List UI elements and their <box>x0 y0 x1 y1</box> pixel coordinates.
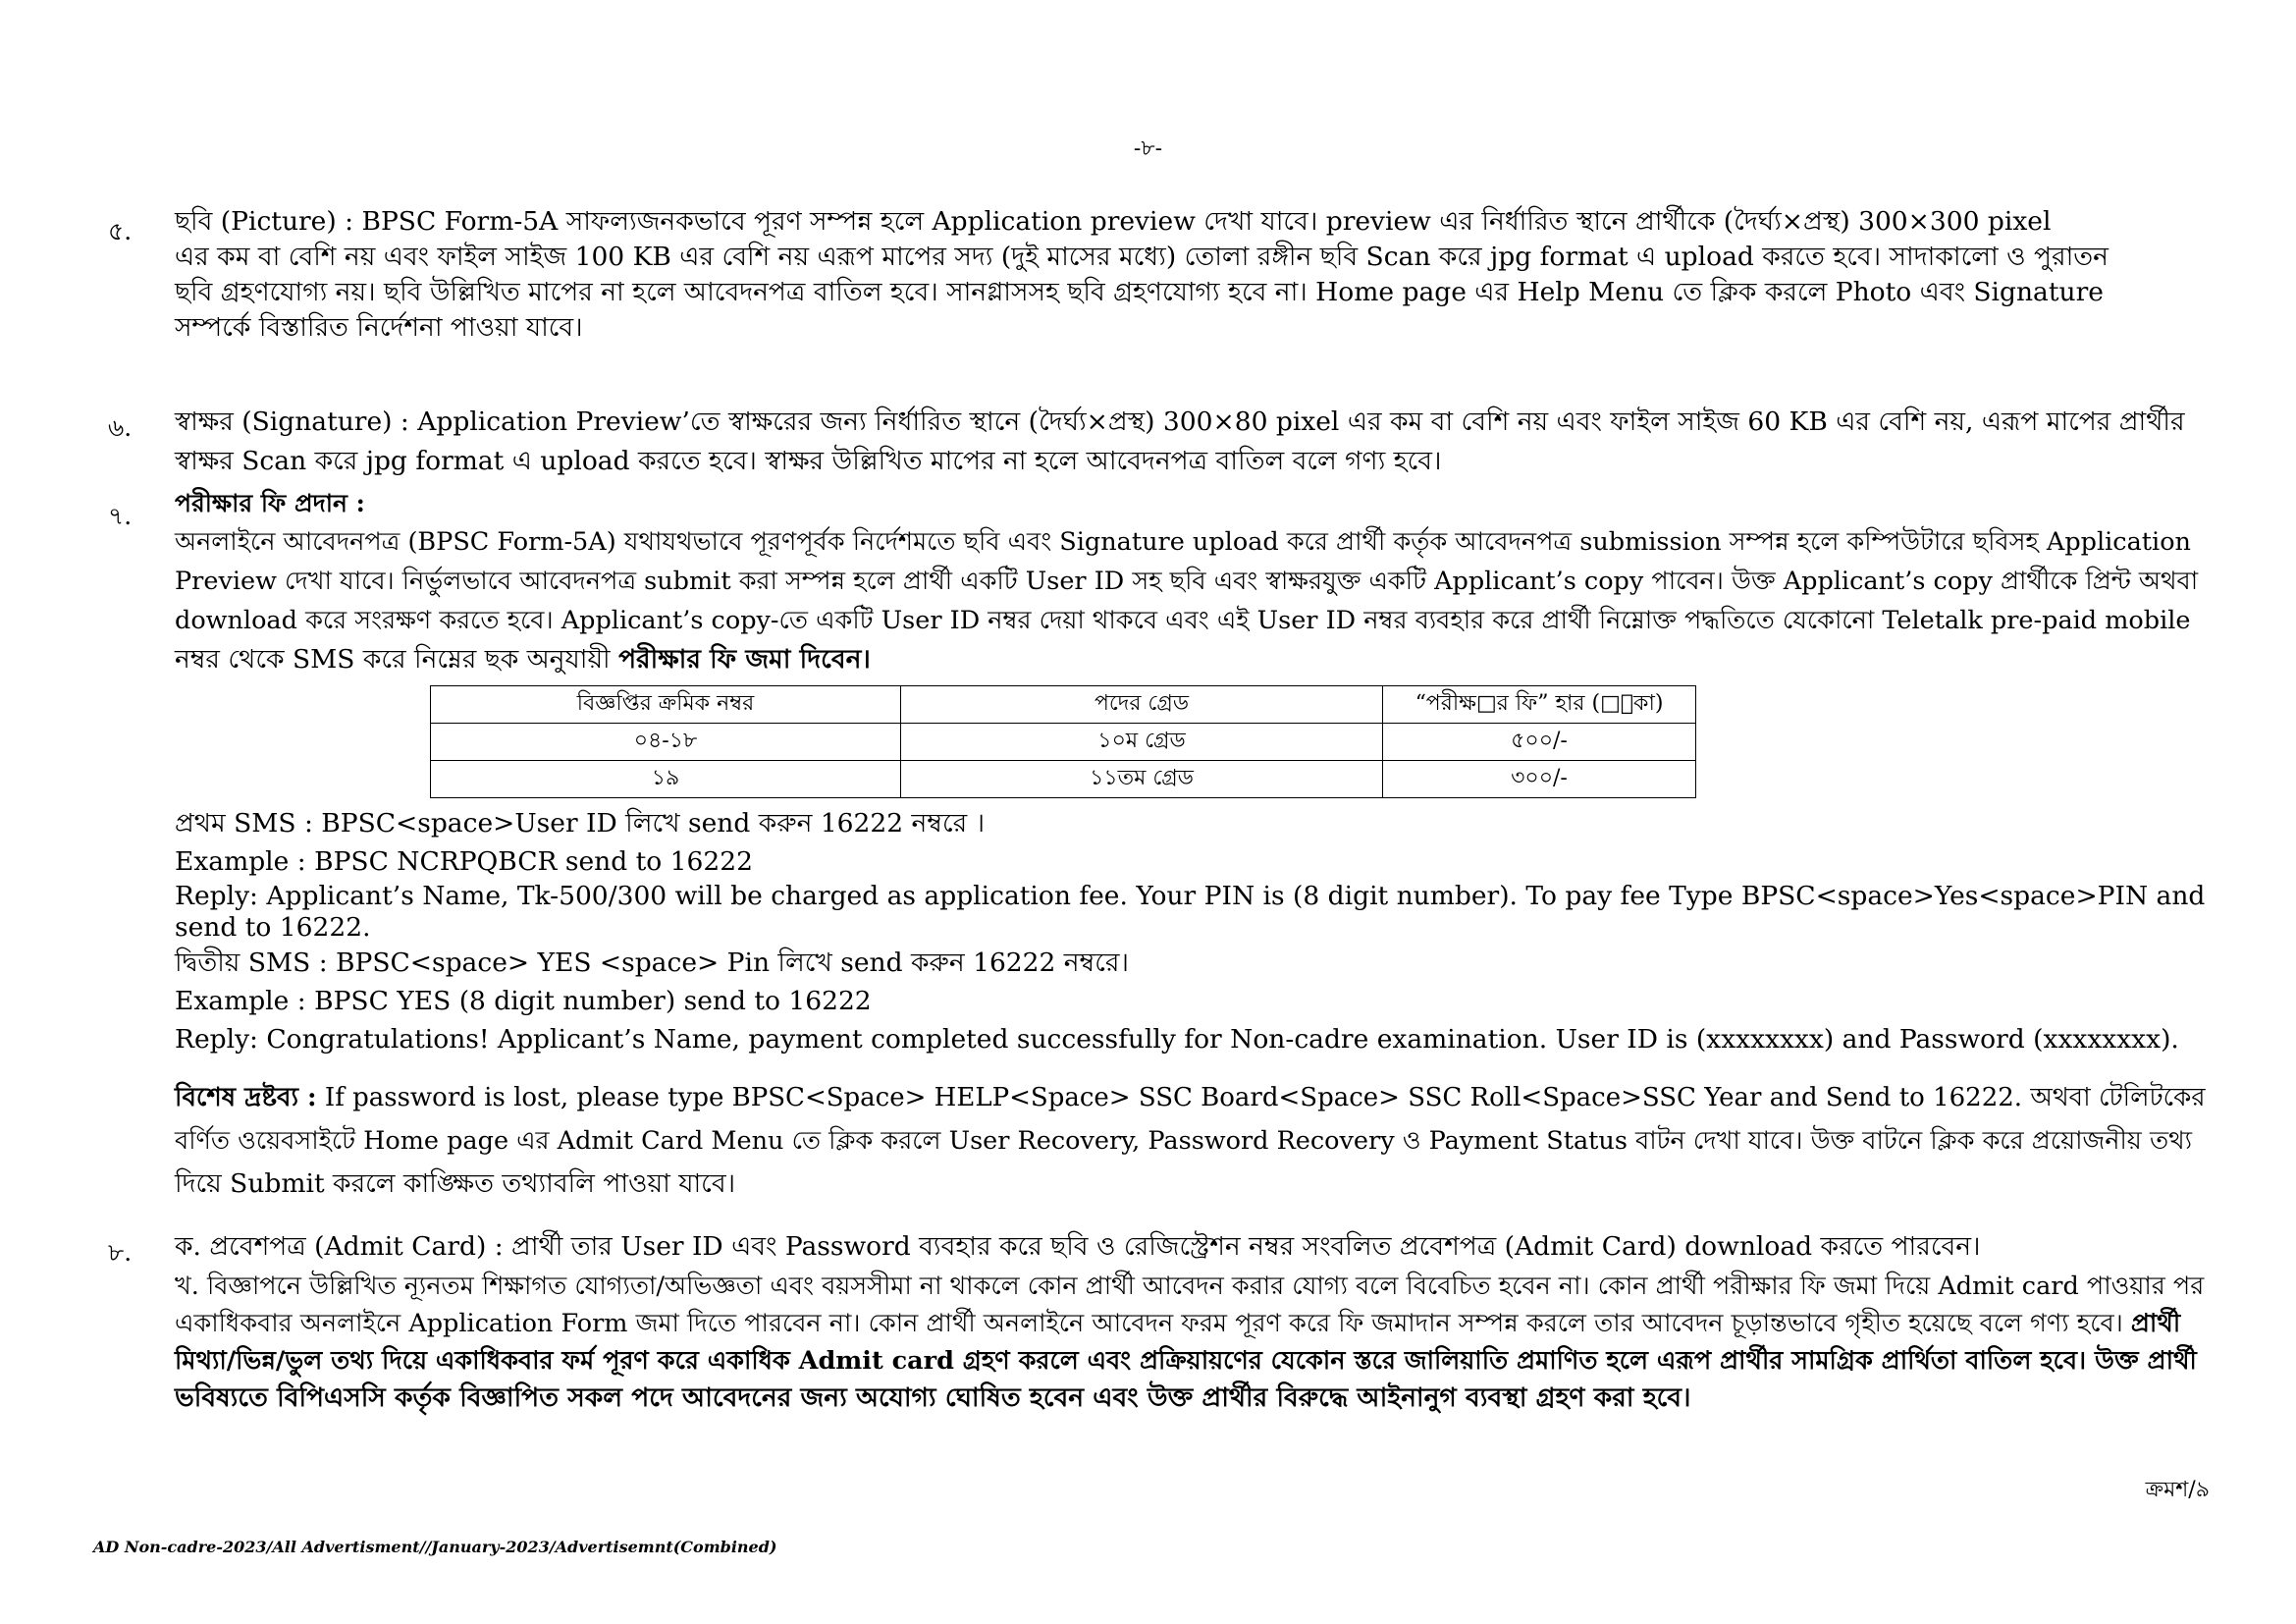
section-8-bold-line: মিথ্যা/ভিন্ন/ভুল তথ্য দিয়ে একাধিকবার ফর্ম পূরণ করে একাধিক Admit card গ্রহণ করলে এবং প্রক্রিয়ায়ণের যেকোন স্তরে জালিয়াতি প্রমাণিত হলে এরূপ প্রার্থীর সামগ্রিক প্রার্থিতা বাতিল হবে। উক্ত প্রার্থী <box>175 1346 2197 1376</box>
special-note-label: বিশেষ দ্রষ্টব্য : <box>175 1083 317 1112</box>
fee-table-row <box>431 761 1696 798</box>
sms-instruction: প্রথম SMS : BPSC<space>User ID লিখে send করুন 16222 নম্বরে । <box>175 808 986 839</box>
sms-instruction: Reply: Congratulations! Applicant’s Name, payment completed successfully for Non-cadre examination. User ID is (xxxxxxxx) and Password (xxxxxxxx). <box>175 1024 2179 1055</box>
section-7-line: download করে সংরক্ষণ করতে হবে। Applicant’s copy-তে একটি User ID নম্বর দেয়া থাকবে এবং এই User ID নম্বর ব্যবহার করে প্রার্থী নিম্নোক্ত পদ্ধতিতে যেকোনো Teletalk pre-paid mobile <box>175 606 2191 635</box>
section-7-heading: পরীক্ষার ফি প্রদান : <box>175 489 365 517</box>
fee-instruction-bold: পরীক্ষার ফি জমা দিবেন। <box>618 644 871 675</box>
fee-table-header-row <box>431 686 1696 724</box>
section-6-line: স্বাক্ষর (Signature) : Application Preview’তে স্বাক্ষরের জন্য নির্ধারিত স্থানে (দৈর্ঘ্য×প্রস্থ) 300×80 pixel এর কম বা বেশি নয় এবং ফাইল সাইজ 60 KB এর বেশি নয়, এরূপ মাপের প্রার্থীর <box>175 406 2185 437</box>
page-number: -৮- <box>1133 136 1163 161</box>
section-7-number: ৭. <box>108 502 133 530</box>
fee-table-cell: ১১তম গ্রেড <box>901 761 1383 798</box>
sms-instruction: দ্বিতীয় SMS : BPSC<space> YES <space> Pin লিখে send করুন 16222 নম্বরে। <box>175 947 1129 978</box>
section-5-line: সম্পর্কে বিস্তারিত নির্দেশনা পাওয়া যাবে। <box>175 312 583 343</box>
special-note-line: বর্ণিত ওয়েবসাইটে Home page এর Admit Card Menu তে ক্লিক করলে User Recovery, Password Recovery ও Payment Status বাটন দেখা যাবে। উক্ত বাটনে ক্লিক করে প্রয়োজনীয় তথ্য <box>175 1126 2192 1156</box>
section-8-bold-text: প্রার্থী <box>2130 1309 2181 1338</box>
fee-table-header: পদের গ্রেড <box>901 686 1383 724</box>
section-8-line <box>175 1305 2209 1342</box>
fee-table <box>430 685 1696 798</box>
footer-reference: AD Non-cadre-2023/All Advertisment//January-2023/Advertisemnt(Combined) <box>93 1538 777 1556</box>
section-5-line: ছবি (Picture) : BPSC Form-5A সাফল্যজনকভাবে পূরণ সম্পন্ন হলে Application preview দেখা যাবে। preview এর নির্ধারিত স্থানে প্রার্থীকে (দৈর্ঘ্য×প্রস্থ) 300×300 pixel <box>175 206 2052 237</box>
sms-instruction: Example : BPSC YES (8 digit number) send to 16222 <box>175 986 872 1016</box>
fee-table-cell: ০৪-১৮ <box>431 724 901 761</box>
sms-instruction: Reply: Applicant’s Name, Tk-500/300 will be charged as application fee. Your PIN is (8 digit number). To pay fee Type BPSC<space>Yes<space>PIN and <box>175 881 2206 911</box>
special-note-line: দিয়ে Submit করলে কাঙ্ক্ষিত তথ্যাবলি পাওয়া যাবে। <box>175 1168 736 1199</box>
fee-table-header: “পরীক্ষ□র ফি” হার (□াকা) <box>1383 686 1696 724</box>
section-6-number: ৬. <box>108 413 133 442</box>
fee-table-cell: ১০ম গ্রেড <box>901 724 1383 761</box>
section-8-line: ক. প্রবেশপত্র (Admit Card) : প্রার্থী তার User ID এবং Password ব্যবহার করে ছবি ও রেজিস্ট্রেশন নম্বর সংবলিত প্রবেশপত্র (Admit Card) download করতে পারবেন। <box>175 1231 1981 1262</box>
section-5 <box>108 204 2209 346</box>
section-8-body <box>175 1225 2209 1417</box>
sms-instruction: Example : BPSC NCRPQBCR send to 16222 <box>175 846 753 877</box>
section-5-line: ছবি গ্রহণযোগ্য নয়। ছবি উল্লিখিত মাপের না হলে আবেদনপত্র বাতিল হবে। সানগ্লাসসহ ছবি গ্রহণযোগ্য হবে না। Home page এর Help Menu তে ক্লিক করলে Photo এবং Signature <box>175 277 2104 307</box>
fee-table-cell: ৫০০/- <box>1383 724 1696 761</box>
fee-table-row <box>431 724 1696 761</box>
section-5-line: এর কম বা বেশি নয় এবং ফাইল সাইজ 100 KB এর বেশি নয় এরূপ মাপের সদ্য (দুই মাসের মধ্যে) তোলা রঙ্গীন ছবি Scan করে jpg format এ upload করতে হবে। সাদাকালো ও পুরাতন <box>175 242 2109 272</box>
section-5-number: ৫. <box>108 217 133 245</box>
section-8-bold-line: ভবিষ্যতে বিপিএসসি কর্তৃক বিজ্ঞাপিত সকল পদে আবেদনের জন্য অযোগ্য ঘোষিত হবেন এবং উক্ত প্রার্থীর বিরুদ্ধে আইনানুগ ব্যবস্থা গ্রহণ করা হবে। <box>175 1382 1691 1413</box>
section-7-line <box>175 640 2209 679</box>
special-note-text: If password is lost, please type BPSC<Space> HELP<Space> SSC Board<Space> SSC Roll<Space>SSC Year and Send to 16222. অথবা টেলিটকের <box>316 1083 2206 1112</box>
fee-instruction-text: নম্বর থেকে SMS করে নিম্নের ছক অনুযায়ী <box>175 644 619 675</box>
section-8-text: একাধিকবার অনলাইনে Application Form জমা দিতে পারবেন না। কোন প্রার্থী অনলাইনে আবেদন ফরম পূরণ করে ফি জমাদান সম্পন্ন করলে তার আবেদন চূড়ান্তভাবে গৃহীত হয়েছে বলে গণ্য হবে। <box>175 1309 2131 1338</box>
fee-table-cell: ৩০০/- <box>1383 761 1696 798</box>
section-7-line: অনলাইনে আবেদনপত্র (BPSC Form-5A) যথাযথভাবে পূরণপূর্বক নির্দেশমতে ছবি এবং Signature upload করে প্রার্থী কর্তৃক আবেদনপত্র submission সম্পন্ন হলে কম্পিউটারে ছবিসহ Application <box>175 527 2191 557</box>
section-7-body <box>175 485 2209 1206</box>
section-8-number: ৮. <box>108 1238 133 1267</box>
section-5-body <box>175 204 2209 346</box>
section-6 <box>108 403 2209 481</box>
section-8-line: খ. বিজ্ঞাপনে উল্লিখিত ন্যূনতম শিক্ষাগত যোগ্যতা/অভিজ্ঞতা এবং বয়সসীমা না থাকলে কোন প্রার্থী আবেদন করার যোগ্য বলে বিবেচিত হবেন না। কোন প্রার্থী পরীক্ষার ফি জমা দিয়ে Admit card পাওয়ার পর <box>175 1272 2205 1301</box>
sms-instruction: send to 16222. <box>175 912 371 943</box>
section-6-body <box>175 403 2209 481</box>
fee-table-cell: ১৯ <box>431 761 901 798</box>
fee-table-header: বিজ্ঞপ্তির ক্রমিক নম্বর <box>431 686 901 724</box>
continued-marker: ক্রমশ/৯ <box>2145 1478 2210 1502</box>
section-6-line: স্বাক্ষর Scan করে jpg format এ upload করতে হবে। স্বাক্ষর উল্লিখিত মাপের না হলে আবেদনপত্র বাতিল বলে গণ্য হবে। <box>175 446 1442 476</box>
special-note <box>175 1076 2209 1119</box>
section-7-line: Preview দেখা যাবে। নির্ভুলভাবে আবেদনপত্র submit করা সম্পন্ন হলে প্রার্থী একটি User ID সহ ছবি এবং স্বাক্ষরযুক্ত একটি Applicant’s copy পাবেন। উক্ত Applicant’s copy প্রার্থীকে প্রিন্ট অথবা <box>175 567 2199 596</box>
section-7 <box>108 485 2209 1206</box>
section-8 <box>108 1225 2209 1417</box>
